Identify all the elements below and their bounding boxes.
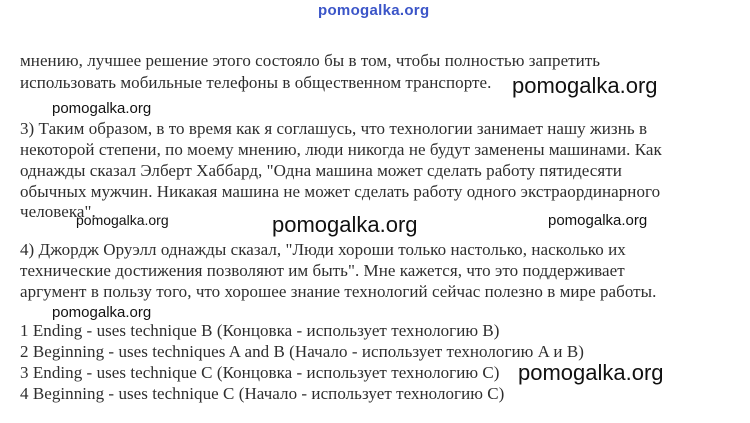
watermark-text: pomogalka.org <box>76 212 169 228</box>
paragraph-line: мнению, лучшее решение этого состояло бы в том, чтобы полностью запретить <box>20 51 601 70</box>
answer-line: 1 Ending - uses technique B (Концовка - использует технологию B) <box>20 321 500 340</box>
paragraph-line: использовать мобильные телефоны в общественном транспорте. <box>20 73 492 92</box>
answer-line: 2 Beginning - uses techniques A and B (Начало - использует технологию A и B) <box>20 342 584 361</box>
paragraph-line: однажды сказал Элберт Хаббард, "Одна машина может сделать работу пятидесяти <box>20 161 622 180</box>
paragraph-line: обычных мужчин. Никакая машина не может сделать работу одного экстраординарного <box>20 182 661 201</box>
paragraph-line: 4) Джордж Оруэлл однажды сказал, "Люди хороши только настолько, насколько их <box>20 240 626 259</box>
watermark-text: pomogalka.org <box>548 212 648 229</box>
paragraph-line: некоторой степени, по моему мнению, люди никогда не будут заменены машинами. Как <box>20 140 662 159</box>
watermark-text: pomogalka.org <box>52 304 152 321</box>
answer-line: 3 Ending - uses technique C (Концовка - использует технологию C) <box>20 363 500 382</box>
watermark-text: pomogalka.org <box>518 360 664 385</box>
watermark-text: pomogalka.org <box>272 212 418 237</box>
paragraph-line: аргумент в пользу того, что хорошее знание технологий сейчас полезно в мире работы. <box>20 282 657 301</box>
paragraph-line: 3) Таким образом, в то время как я соглашусь, что технологии занимает нашу жизнь в <box>20 119 648 138</box>
watermark-text: pomogalka.org <box>512 73 658 98</box>
paragraph-line: человека". <box>20 202 96 221</box>
paragraph-line: технические достижения позволяют им быть". Мне кажется, что это поддерживает <box>20 261 625 280</box>
watermark-text: pomogalka.org <box>52 100 152 117</box>
answer-line: 4 Beginning - uses technique C (Начало - использует технологию C) <box>20 384 505 403</box>
watermark-top-link[interactable]: pomogalka.org <box>318 2 430 19</box>
